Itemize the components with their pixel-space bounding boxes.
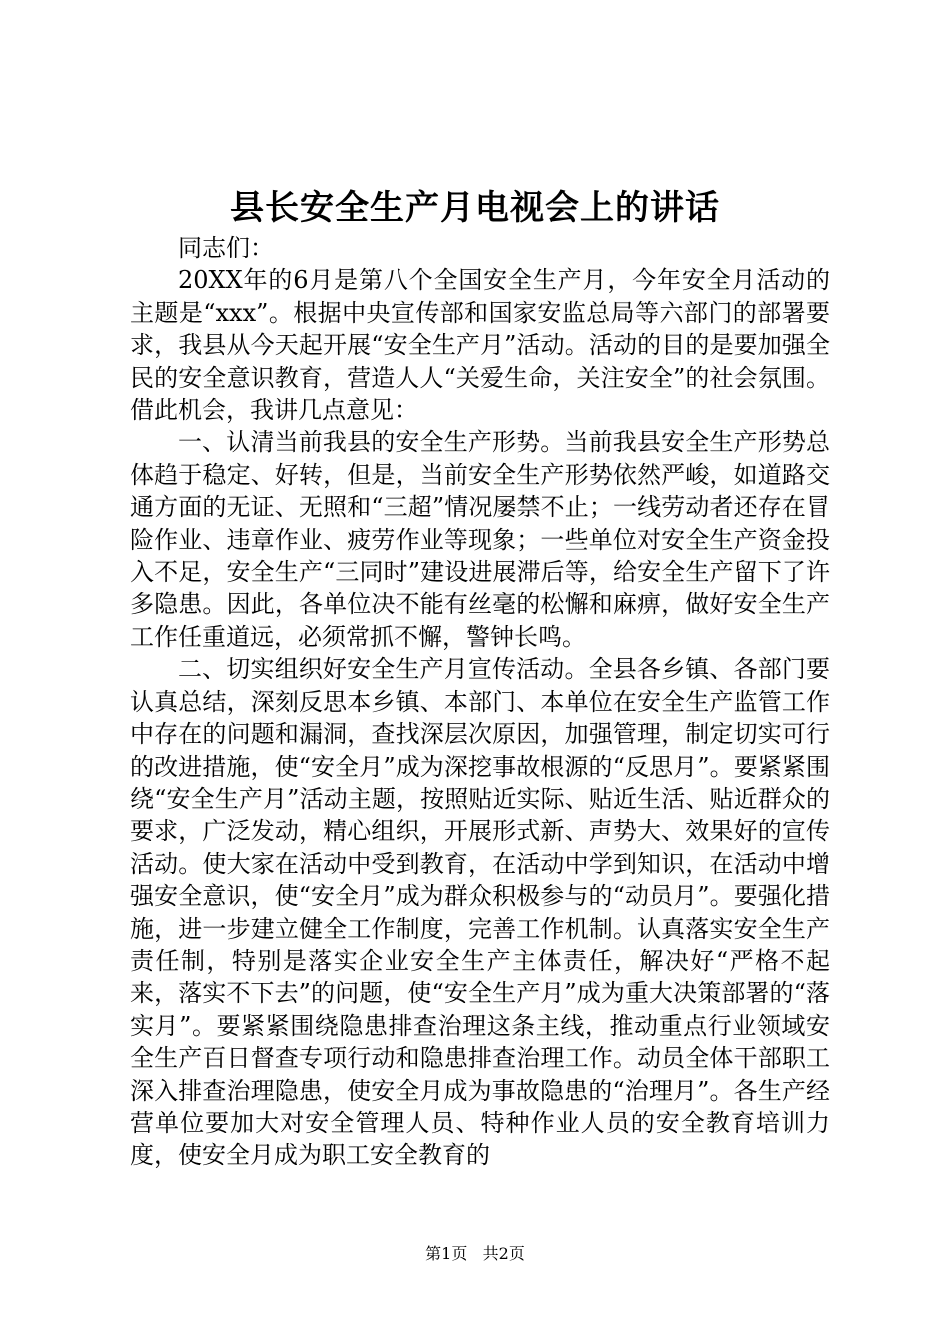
total-pages: 共2页 xyxy=(482,1244,525,1263)
document-title: 县长安全生产月电视会上的讲话 xyxy=(230,188,720,228)
page-number: 第1页 xyxy=(425,1244,468,1263)
salutation: 同志们： xyxy=(178,234,274,262)
paragraph-point-1: 一、认清当前我县的安全生产形势。当前我县安全生产形势总体趋于稳定、好转，但是，当前安全生产形势依然严峻，如道路交通方面的无证、无照和“三超”情况屡禁不止；一线劳动者还存在冒险作业、违章作业、疲劳作业等现象；一些单位对安全生产资金投入不足，安全生产“三同时”建设进展滞后等，给安全生产留下了许多隐患。因此，各单位决不能有丝毫的松懈和麻痹，做好安全生产工作任重道远，必须常抓不懈，警钟长鸣。 xyxy=(130,428,830,651)
page-separator xyxy=(472,1244,477,1263)
paragraph-point-2: 二、切实组织好安全生产月宣传活动。全县各乡镇、各部门要认真总结，深刻反思本乡镇、本部门、本单位在安全生产监管工作中存在的问题和漏洞，查找深层次原因，加强管理，制定切实可行的改进措施，使“安全月”成为深挖事故根源的“反思月”。要紧紧围绕“安全生产月”活动主题，按照贴近实际、贴近生活、贴近群众的要求，广泛发动，精心组织，开展形式新、声势大、效果好的宣传活动。使大家在活动中受到教育，在活动中学到知识，在活动中增强安全意识，使“安全月”成为群众积极参与的“动员月”。要强化措施，进一步建立健全工作制度，完善工作机制。认真落实安全生产责任制，特别是落实企业安全生产主体责任，解决好“严格不起来，落实不下去”的问题，使“安全生产月”成为重大决策部署的“落实月”。要紧紧围绕隐患排查治理这条主线，推动重点行业领域安全生产百日督查专项行动和隐患排查治理工作。动员全体干部职工深入排查治理隐患，使安全月成为事故隐患的“治理月”。各生产经营单位要加大对安全管理人员、特种作业人员的安全教育培训力度，使安全月成为职工安全教育的 xyxy=(130,655,830,1170)
paragraph-intro: 20XX年的6月是第八个全国安全生产月，今年安全月活动的主题是“xxx”。根据中央宣传部和国家安监总局等六部门的部署要求，我县从今天起开展“安全生产月”活动。活动的目的是要加强全民的安全意识教育，营造人人“关爱生命，关注安全”的社会氛围。借此机会，我讲几点意见： xyxy=(130,266,830,425)
page-footer xyxy=(0,1243,950,1265)
document-body xyxy=(130,232,830,1172)
